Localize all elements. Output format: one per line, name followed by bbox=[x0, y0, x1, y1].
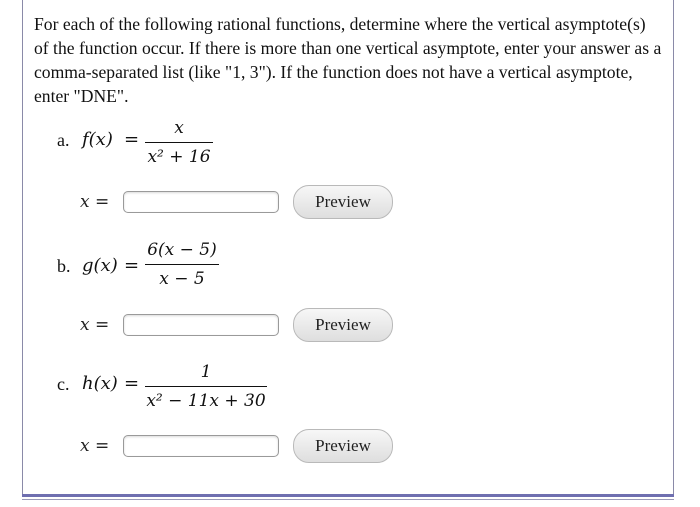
problem-c-fraction bbox=[145, 362, 267, 411]
problem-a-label: a. bbox=[57, 130, 70, 150]
problem-a-answer-label: x = bbox=[80, 192, 110, 212]
problem-b-denominator: x − 5 bbox=[159, 269, 205, 289]
problem-a-numerator: x bbox=[174, 118, 184, 138]
panel-bottom-divider bbox=[22, 499, 674, 500]
problem-c-function: h(x) bbox=[82, 373, 118, 394]
problem-a-preview-button[interactable]: Preview bbox=[293, 185, 393, 219]
problem-b-equals: = bbox=[124, 255, 140, 276]
instructions-text: For each of the following rational functions, determine where the vertical asymptote(s) of the function occur. If there is more than one vertical asymptote, enter your answer as a comma-separated list (like "1, 3"). If the function does not have a vertical asymptote, enter "DNE". bbox=[34, 14, 662, 106]
problem-a-denominator: x² + 16 bbox=[147, 147, 211, 167]
problem-c-answer-label: x = bbox=[80, 436, 110, 456]
problem-b-fraction-bar bbox=[145, 264, 219, 265]
problem-c-equals: = bbox=[124, 373, 140, 394]
problem-c-answer-input[interactable] bbox=[123, 435, 279, 457]
problem-c-fraction-bar bbox=[145, 386, 267, 387]
problem-c-numerator: 1 bbox=[200, 362, 212, 382]
problem-a-answer-input[interactable] bbox=[123, 191, 279, 213]
problem-c-denominator: x² − 11x + 30 bbox=[146, 391, 266, 411]
panel-bottom-border bbox=[22, 494, 674, 497]
problem-b-answer-input[interactable] bbox=[123, 314, 279, 336]
problem-b-label: b. bbox=[57, 256, 71, 276]
problem-c-label: c. bbox=[57, 374, 70, 394]
problem-b-numerator: 6(x − 5) bbox=[147, 240, 217, 260]
problem-b-preview-button[interactable]: Preview bbox=[293, 308, 393, 342]
problem-b-answer-label: x = bbox=[80, 315, 110, 335]
problem-b-fraction bbox=[145, 240, 219, 289]
problem-b-function: g(x) bbox=[82, 255, 118, 276]
problem-a-fraction-bar bbox=[145, 142, 213, 143]
problem-a-equals: = bbox=[124, 129, 140, 150]
problem-c-preview-button[interactable]: Preview bbox=[293, 429, 393, 463]
problem-a-function: f(x) bbox=[82, 129, 113, 150]
problem-a-fraction bbox=[145, 118, 213, 167]
